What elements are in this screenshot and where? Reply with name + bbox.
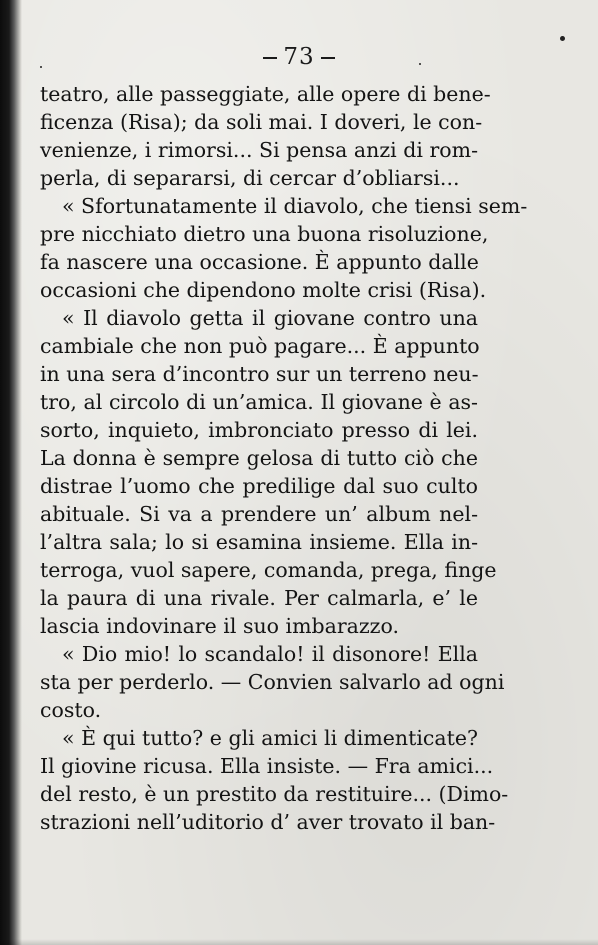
body-text xyxy=(40,80,528,836)
binding-edge xyxy=(0,0,22,945)
text-line: del resto, è un prestito da restituire... (Dimo- xyxy=(40,782,509,806)
text-line: La donna è sempre gelosa di tutto ciò che xyxy=(40,446,478,470)
dash-right xyxy=(321,57,335,59)
text-line: teatro, alle passeggiate, alle opere di bene- xyxy=(40,82,491,106)
text-line: perla, di separarsi, di cercar d’obliarsi... xyxy=(40,166,460,190)
text-line: venienze, i rimorsi... Si pensa anzi di rom- xyxy=(40,138,478,162)
page-bottom-edge xyxy=(0,939,598,945)
text-line: tro, al circolo di un’amica. Il giovane è as- xyxy=(40,390,478,414)
dash-left xyxy=(263,57,277,59)
text-line: terroga, vuol sapere, comanda, prega, finge xyxy=(40,558,497,582)
text-line: « Sfortunatamente il diavolo, che tiensi sem- xyxy=(62,194,528,218)
text-line: « È qui tutto? e gli amici li dimenticate? xyxy=(62,726,478,750)
text-line: lascia indovinare il suo imbarazzo. xyxy=(40,614,399,638)
text-line: fa nascere una occasione. È appunto dalle xyxy=(40,250,479,274)
text-line: la paura di una rivale. Per calmarla, e’ le xyxy=(40,586,478,610)
text-line: cambiale che non può pagare... È appunto xyxy=(40,334,480,358)
text-line: sorto, inquieto, imbronciato presso di lei. xyxy=(40,418,478,442)
text-line: ficenza (Risa); da soli mai. I doveri, le con- xyxy=(40,110,483,134)
page-number xyxy=(0,44,598,70)
ink-speck xyxy=(560,36,565,41)
text-line: « Dio mio! lo scandalo! il disonore! Ella xyxy=(62,642,478,666)
text-line: abituale. Si va a prendere un’ album nel- xyxy=(40,502,478,526)
text-line: Il giovine ricusa. Ella insiste. — Fra amici... xyxy=(40,754,494,778)
text-line: « Il diavolo getta il giovane contro una xyxy=(62,306,478,330)
text-line: distrae l’uomo che predilige dal suo culto xyxy=(40,474,478,498)
text-line: strazioni nell’uditorio d’ aver trovato il ban- xyxy=(40,810,496,834)
text-line: pre nicchiato dietro una buona risoluzione, xyxy=(40,222,489,246)
text-line: in una sera d’incontro sur un terreno neu- xyxy=(40,362,479,386)
text-line: sta per perderlo. — Convien salvarlo ad ogni xyxy=(40,670,505,694)
text-line: occasioni che dipendono molte crisi (Risa). xyxy=(40,278,487,302)
page-number-value: 73 xyxy=(283,44,315,70)
text-line: l’altra sala; lo si esamina insieme. Ella in- xyxy=(40,530,478,554)
text-line: costo. xyxy=(40,698,102,722)
